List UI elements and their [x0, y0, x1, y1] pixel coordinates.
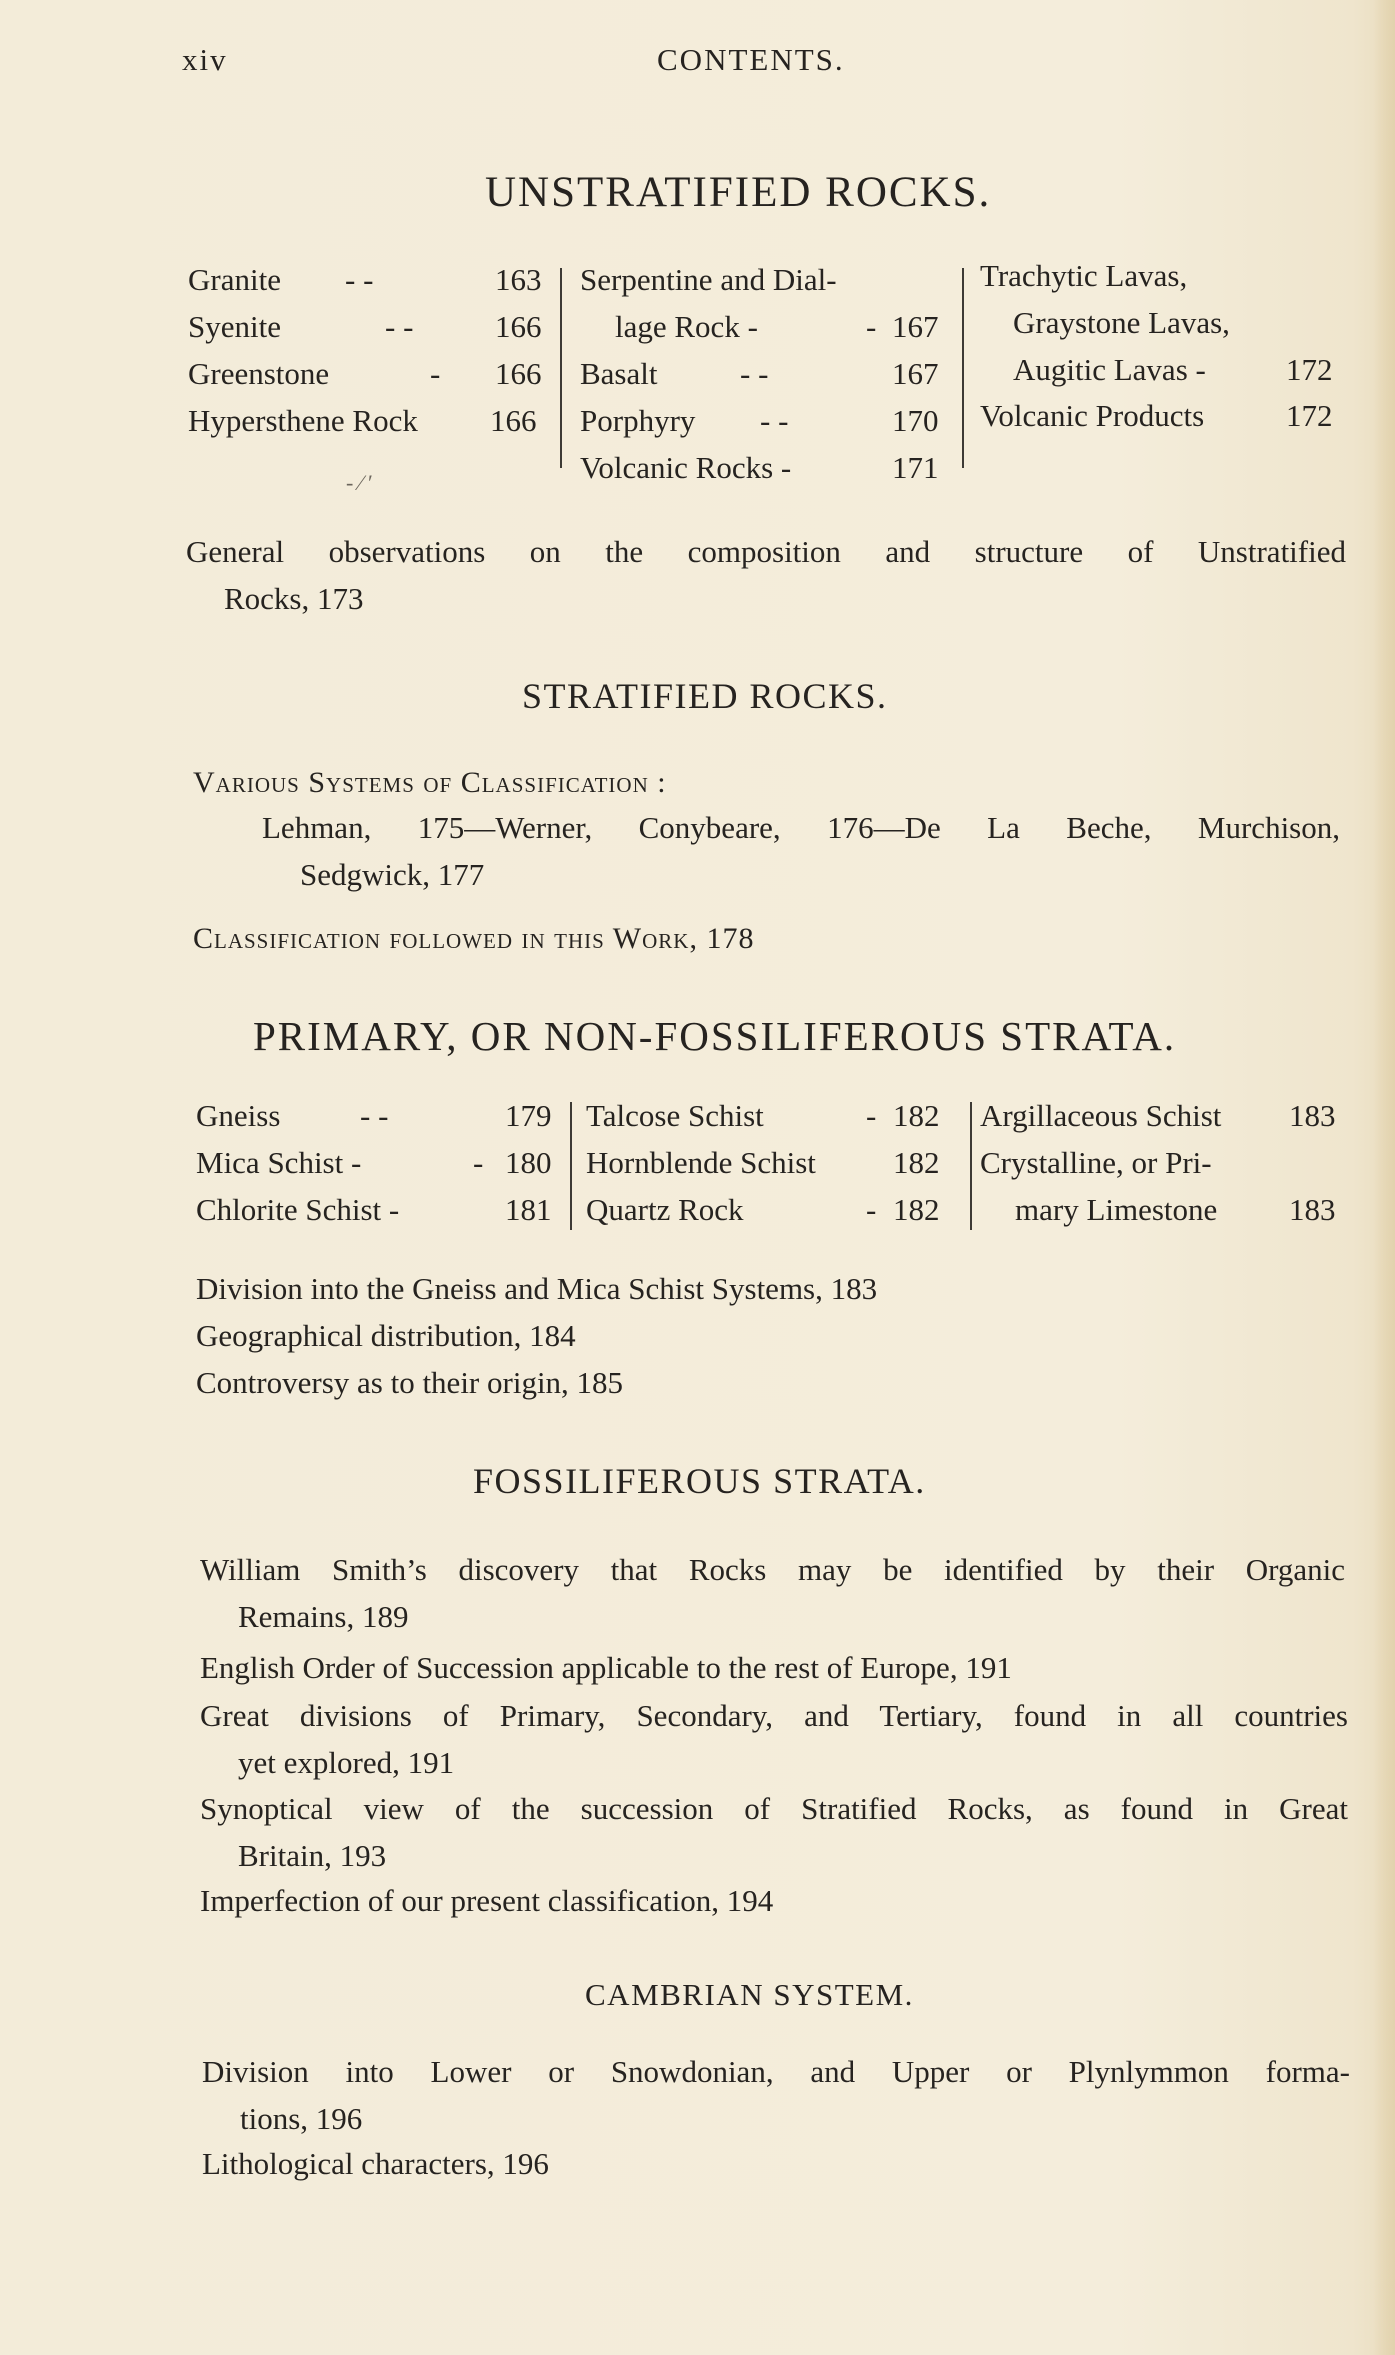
classification-followed: Classification followed in this Work, 178: [193, 922, 755, 955]
section-heading-cambrian: CAMBRIAN SYSTEM.: [585, 1977, 914, 2012]
page-ref: 167: [892, 309, 939, 344]
list-item: Granite: [188, 262, 281, 297]
page-ref: 179: [505, 1098, 552, 1133]
list-item: Syenite: [188, 309, 281, 344]
fossiliferous-entry: [200, 1692, 1348, 1786]
para-line: Lithological characters, 196: [202, 2146, 549, 2181]
para-line: Division into Lower or Snowdonian, and Upper or Plynlymmon forma-: [202, 2054, 1350, 2089]
para-line: Imperfection of our present classification, 194: [200, 1883, 774, 1918]
para-line: yet explored, 191: [238, 1745, 455, 1780]
leader-dash: - -: [345, 262, 374, 297]
page-ref: 182: [893, 1145, 940, 1180]
leader-dash: -: [430, 356, 441, 391]
fossiliferous-entry: [200, 1546, 1345, 1640]
leader-dash: - -: [385, 309, 414, 344]
page-edge: [1373, 0, 1395, 2355]
para-line: Synoptical view of the succession of Stratified Rocks, as found in Great: [200, 1791, 1348, 1826]
page-ref: 172: [1286, 398, 1333, 433]
list-item: Porphyry: [580, 403, 696, 438]
fossiliferous-entry: [200, 1644, 1360, 1691]
list-item: lage Rock -: [615, 309, 758, 344]
list-item: Gneiss: [196, 1098, 281, 1133]
list-item: Hypersthene Rock: [188, 403, 418, 438]
section-heading-stratified: STRATIFIED ROCKS.: [522, 676, 888, 716]
column-divider: [560, 268, 562, 468]
page-ref: 183: [1289, 1192, 1336, 1227]
leader-dash: -: [473, 1145, 484, 1180]
para-line: Remains, 189: [238, 1599, 409, 1634]
list-item: Basalt: [580, 356, 658, 391]
list-item: Quartz Rock: [586, 1192, 744, 1227]
primary-line: Controversy as to their origin, 185: [196, 1365, 624, 1400]
leader-dash: -: [866, 309, 877, 344]
page-ref: 166: [495, 309, 542, 344]
fossiliferous-entry: [200, 1877, 1360, 1924]
systems-list: [262, 804, 1340, 851]
page-ref: 172: [1286, 352, 1333, 387]
section-heading-primary: PRIMARY, OR NON-FOSSILIFEROUS STRATA.: [253, 1013, 1177, 1059]
cambrian-entry: [202, 2048, 1350, 2142]
list-item: Crystalline, or Pri-: [980, 1145, 1212, 1180]
column-divider: [962, 268, 964, 468]
list-item: Serpentine and Dial-: [580, 262, 837, 297]
page-ref: 166: [495, 356, 542, 391]
leader-dash: - -: [740, 356, 769, 391]
general-observations: [186, 528, 1346, 622]
column-divider: [570, 1102, 572, 1230]
systems-label: Various Systems of Classification :: [193, 766, 667, 799]
para-line: Lehman, 175—Werner, Conybeare, 176—De La Beche, Murchison,: [262, 810, 1340, 845]
list-item: Graystone Lavas,: [1013, 305, 1230, 340]
page-ref: 183: [1289, 1098, 1336, 1133]
para-line: Britain, 193: [238, 1838, 387, 1873]
page-ref: 180: [505, 1145, 552, 1180]
list-item: mary Limestone: [1015, 1192, 1218, 1227]
para-line: English Order of Succession applicable to the rest of Europe, 191: [200, 1650, 1012, 1685]
list-item: Trachytic Lavas,: [980, 258, 1188, 293]
primary-line: Geographical distribution, 184: [196, 1318, 576, 1353]
leader-dash: -: [866, 1192, 877, 1227]
fossiliferous-entry: [200, 1785, 1348, 1879]
page-ref: 182: [893, 1192, 940, 1227]
list-item: Argillaceous Schist: [980, 1098, 1222, 1133]
page-number: xiv: [182, 42, 228, 77]
page-ref: 167: [892, 356, 939, 391]
list-item: Volcanic Products: [980, 398, 1205, 433]
page-ref: 170: [892, 403, 939, 438]
list-item: Volcanic Rocks -: [580, 450, 792, 485]
primary-line: Division into the Gneiss and Mica Schist Systems, 183: [196, 1271, 878, 1306]
list-item: Mica Schist -: [196, 1145, 362, 1180]
para-line: tions, 196: [240, 2101, 363, 2136]
stray-mark: ‐ ⁄ ′: [346, 470, 373, 495]
leader-dash: - -: [360, 1098, 389, 1133]
para-line: Sedgwick, 177: [300, 857, 485, 892]
cambrian-entry: [202, 2140, 1362, 2187]
page-ref: 182: [893, 1098, 940, 1133]
list-item: Greenstone: [188, 356, 330, 391]
para-line: William Smith’s discovery that Rocks may be identified by their Organic: [200, 1552, 1345, 1587]
page-ref: 166: [490, 403, 537, 438]
list-item: Talcose Schist: [586, 1098, 764, 1133]
list-item: Augitic Lavas -: [1013, 352, 1206, 387]
page-ref: 181: [505, 1192, 552, 1227]
para-line: Rocks, 173: [224, 581, 364, 616]
page-ref: 163: [495, 262, 542, 297]
page-ref: 171: [892, 450, 939, 485]
para-line: General observations on the composition and structure of Unstratified: [186, 534, 1346, 569]
leader-dash: -: [866, 1098, 877, 1133]
list-item: Chlorite Schist -: [196, 1192, 400, 1227]
column-divider: [970, 1102, 972, 1230]
list-item: Hornblende Schist: [586, 1145, 816, 1180]
section-heading-fossiliferous: FOSSILIFEROUS STRATA.: [473, 1461, 926, 1501]
running-title: CONTENTS.: [657, 42, 845, 77]
para-line: Great divisions of Primary, Secondary, and Tertiary, found in all countries: [200, 1698, 1348, 1733]
leader-dash: - -: [760, 403, 789, 438]
section-heading-unstratified: UNSTRATIFIED ROCKS.: [485, 169, 992, 216]
